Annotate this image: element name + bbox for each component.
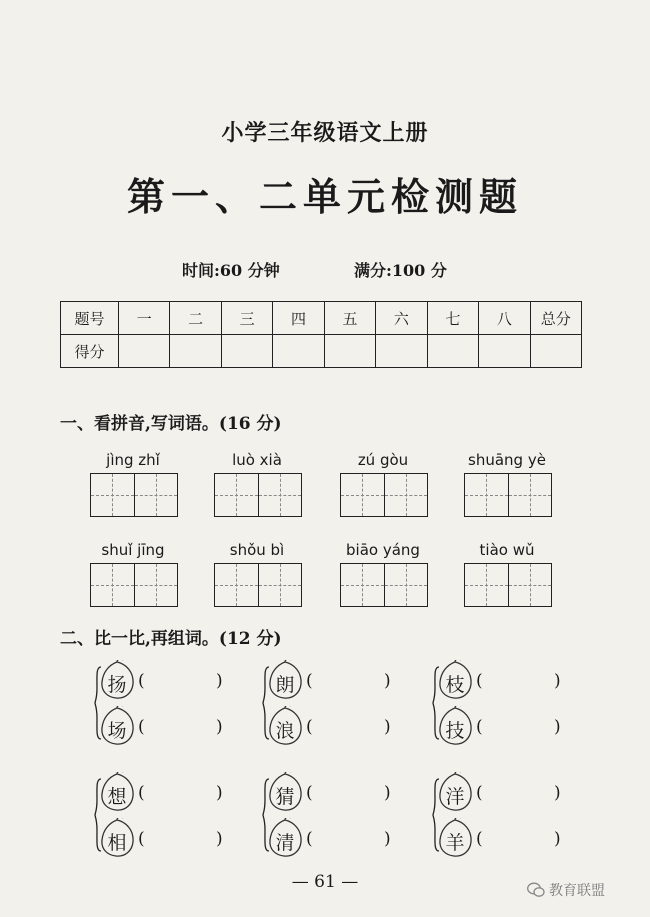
compare-character: 技 (445, 720, 465, 742)
answer-blank[interactable] (488, 826, 550, 850)
full-score: 满分:100 分 (354, 261, 447, 280)
pinyin-label: shuāng yè (468, 451, 546, 469)
open-paren: ( (306, 717, 313, 737)
score-table-header-row (61, 302, 582, 335)
close-paren: ) (384, 829, 391, 849)
answer-blank[interactable] (150, 714, 212, 738)
open-paren: ( (138, 829, 145, 849)
open-paren: ( (138, 717, 145, 737)
score-cell[interactable] (273, 335, 324, 368)
pinyin-label: jìng zhǐ (106, 451, 160, 469)
pinyin-label: shǒu bì (229, 541, 285, 559)
compare-character: 枝 (445, 674, 465, 696)
answer-blank[interactable] (318, 714, 380, 738)
compare-group (432, 772, 592, 862)
open-paren: ( (306, 829, 313, 849)
close-paren: ) (384, 717, 391, 737)
pinyin-label: biāo yáng (346, 541, 420, 559)
compare-character: 清 (275, 832, 295, 854)
compare-item (436, 660, 586, 700)
pinyin-label: zú gòu (357, 451, 409, 469)
pinyin-label: tiào wǔ (479, 541, 535, 559)
open-paren: ( (306, 783, 313, 803)
score-cell[interactable] (427, 335, 478, 368)
answer-blank[interactable] (318, 780, 380, 804)
writing-grid[interactable] (90, 473, 178, 517)
open-paren: ( (476, 783, 483, 803)
score-cell[interactable] (221, 335, 272, 368)
compare-group (94, 660, 254, 750)
compare-item (266, 818, 416, 858)
writing-grid[interactable] (214, 563, 302, 607)
compare-character: 扬 (107, 674, 127, 696)
score-cell[interactable] (376, 335, 427, 368)
answer-blank[interactable] (488, 780, 550, 804)
score-cell[interactable] (479, 335, 530, 368)
section-2-heading: 二、比一比,再组词。(12 分) (60, 629, 282, 649)
score-table-column: 总分 (530, 302, 582, 335)
open-paren: ( (476, 671, 483, 691)
open-paren: ( (476, 717, 483, 737)
open-paren: ( (138, 671, 145, 691)
writing-grid[interactable] (340, 473, 428, 517)
compare-item (266, 660, 416, 700)
compare-item (266, 772, 416, 812)
writing-grid[interactable] (464, 473, 552, 517)
compare-item (98, 772, 248, 812)
score-table-column: 三 (221, 302, 272, 335)
pinyin-label: shuǐ jīng (101, 541, 165, 559)
page-number: — 61 — (291, 872, 359, 892)
close-paren: ) (554, 717, 561, 737)
score-table-column: 四 (273, 302, 324, 335)
answer-blank[interactable] (318, 668, 380, 692)
section-1-heading: 一、看拼音,写词语。(16 分) (60, 414, 282, 434)
score-cell[interactable] (324, 335, 375, 368)
close-paren: ) (554, 829, 561, 849)
compare-group (262, 772, 422, 862)
compare-character: 猜 (275, 786, 295, 808)
watermark-text: 教育联盟 (549, 883, 605, 899)
compare-character: 相 (107, 832, 127, 854)
score-table-column: 八 (479, 302, 530, 335)
score-table (60, 301, 582, 368)
worksheet-title: 第一、二单元检测题 (126, 174, 523, 219)
score-table-column: 一 (119, 302, 170, 335)
compare-item (436, 706, 586, 746)
score-table-column: 五 (324, 302, 375, 335)
compare-group (262, 660, 422, 750)
open-paren: ( (306, 671, 313, 691)
open-paren: ( (476, 829, 483, 849)
compare-character: 朗 (275, 674, 295, 696)
compare-item (266, 706, 416, 746)
answer-blank[interactable] (150, 826, 212, 850)
compare-item (436, 772, 586, 812)
compare-character: 场 (107, 720, 127, 742)
close-paren: ) (216, 717, 223, 737)
compare-character: 浪 (275, 720, 295, 742)
answer-blank[interactable] (150, 668, 212, 692)
close-paren: ) (216, 671, 223, 691)
writing-grid[interactable] (90, 563, 178, 607)
worksheet-subtitle: 小学三年级语文上册 (221, 120, 429, 146)
time-limit: 时间:60 分钟 (182, 261, 280, 280)
close-paren: ) (384, 783, 391, 803)
close-paren: ) (554, 671, 561, 691)
score-table-column: 六 (376, 302, 427, 335)
close-paren: ) (216, 829, 223, 849)
bleed-through-text (52, 92, 57, 110)
close-paren: ) (216, 783, 223, 803)
open-paren: ( (138, 783, 145, 803)
answer-blank[interactable] (488, 668, 550, 692)
compare-character: 羊 (445, 832, 465, 854)
compare-group (432, 660, 592, 750)
score-table-row-label: 得分 (61, 335, 119, 368)
close-paren: ) (384, 671, 391, 691)
score-cell[interactable] (119, 335, 170, 368)
compare-item (98, 818, 248, 858)
compare-character: 想 (107, 786, 127, 808)
pinyin-label: luò xià (232, 451, 282, 469)
writing-grid[interactable] (464, 563, 552, 607)
compare-item (98, 706, 248, 746)
close-paren: ) (554, 783, 561, 803)
answer-blank[interactable] (318, 826, 380, 850)
answer-blank[interactable] (488, 714, 550, 738)
answer-blank[interactable] (150, 780, 212, 804)
score-table-row-label: 题号 (61, 302, 119, 335)
wechat-icon (527, 882, 545, 898)
compare-character: 洋 (445, 786, 465, 808)
score-cell[interactable] (530, 335, 582, 368)
writing-grid[interactable] (340, 563, 428, 607)
compare-group (94, 772, 254, 862)
score-table-column: 七 (427, 302, 478, 335)
score-table-column: 二 (170, 302, 221, 335)
writing-grid[interactable] (214, 473, 302, 517)
score-table-score-row (61, 335, 582, 368)
compare-item (98, 660, 248, 700)
score-cell[interactable] (170, 335, 221, 368)
compare-item (436, 818, 586, 858)
watermark (527, 880, 605, 900)
